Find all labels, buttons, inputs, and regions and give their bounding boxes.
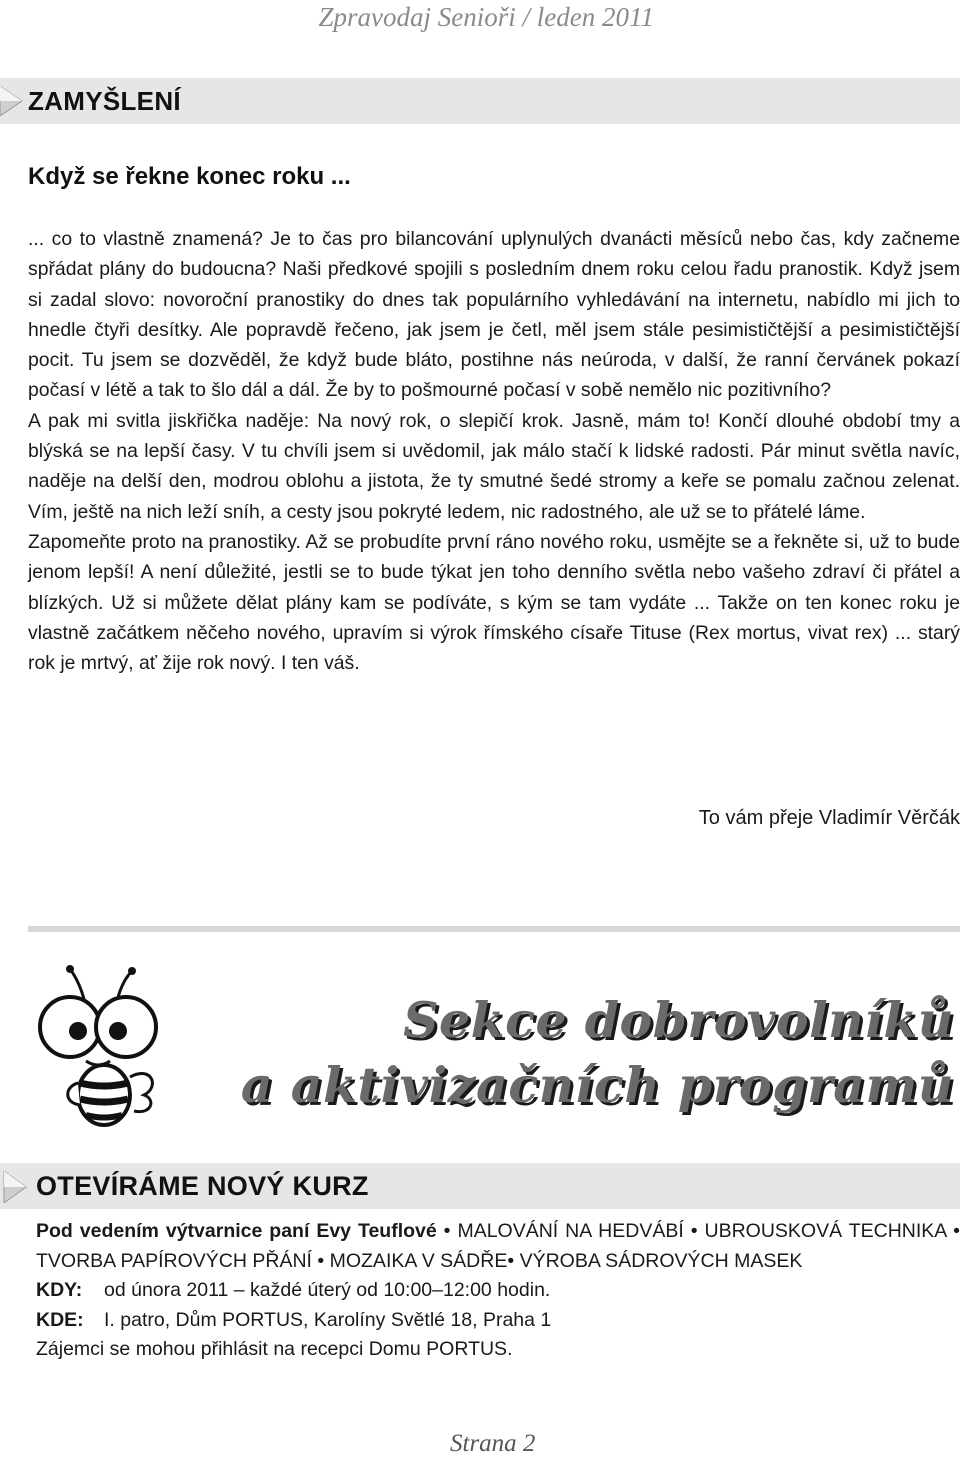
section-band-kurz <box>0 1163 960 1209</box>
triangle-arrow-icon <box>0 1171 28 1203</box>
section-label: ZAMYŠLENÍ <box>28 86 181 116</box>
triangle-arrow-icon <box>0 86 24 116</box>
course-where <box>36 1306 960 1336</box>
where-value: I. patro, Dům PORTUS, Karolíny Světlé 18, Praha 1 <box>104 1308 552 1331</box>
paragraph: Zapomeňte proto na pranostiky. Až se probudíte první ráno nového roku, usmějte se a řekněte si, už to bude jenom lepší! A není důležité, jestli se to bude týkat jen toho denního světla nebo vašeho zdraví či přátel a blízkých. Už si můžete dělat plány kam se podíváte, s kým se tam vydáte ... Takže on ten konec roku je vlastně začátkem něčeho nového, upravím si výrok římského císaře Tituse (Rex mortus, vivat rex) ... starý rok je mrtvý, ať žije rok nový. I ten váš. <box>28 530 960 675</box>
section-heading <box>241 988 954 1118</box>
paragraph: A pak mi svitla jiskřička naděje: Na nový rok, o slepičí krok. Jasně, mám to! Končí dlouhé období tmy a blýská se na lepší časy. V tu chvíli jsem si uvědomil, jak málo stačí k lidské radosti. Pár minut světla navíc, naděje na delší den, modrou oblohu a jistota, že ty smutné šedé stromy a keře se pomalu začnou zelenat. Vím, ještě na nich leží sníh, a cesty jsou pokryté ledem, nic radostného, ale už se to přátelé láme. <box>28 409 960 523</box>
article-body <box>28 224 960 678</box>
course-when <box>36 1276 960 1306</box>
course-instructor: Pod vedením výtvarnice paní Evy Teuflové <box>36 1220 437 1242</box>
section-divider <box>28 926 960 932</box>
course-info <box>36 1217 960 1365</box>
article-title: Když se řekne konec roku ... <box>28 163 351 190</box>
course-note: Zájemci se mohou přihlásit na recepci Domu PORTUS. <box>36 1338 513 1360</box>
when-label: KDY: <box>36 1279 83 1301</box>
section-band-zamysleni <box>0 78 960 124</box>
course-intro <box>36 1217 960 1276</box>
course-topics: • MALOVÁNÍ NA HEDVÁBÍ • UBROUSKOVÁ TECHNIKA • TVORBA PAPÍROVÝCH PŘÁNÍ • MOZAIKA V SÁDŘE• VÝROBA SÁDROVÝCH MASEK <box>36 1220 960 1272</box>
where-label: KDE: <box>36 1308 84 1331</box>
section-label: OTEVÍRÁME NOVÝ KURZ <box>36 1171 369 1201</box>
paragraph: ... co to vlastně znamená? Je to čas pro bilancování uplynulých dvanácti měsíců nebo čas, kdy začneme spřádat plány do budoucna? Naši předkové spojili s posledním dnem roku celou řadu pranostik. Když jsem si zadal slovo: novoroční pranostiky do dnes tak populárního vyhledávání na internetu, nabídlo mi jich to hnedle čtyři desítky. Ale popravdě řečeno, jak jsem je četl, měl jsem stále pesimističtější a pesimističtější pocit. Tu jsem se dozvěděl, že když bude bláto, postihne nás neúroda, v další, že ranní červánek pokazí počasí v létě a tak to šlo dál a dál. Že by to pošmourné počasí v sobě nemělo nic pozitivního? <box>28 228 960 402</box>
page-number: Strana 2 <box>450 1430 536 1457</box>
signature: To vám přeje Vladimír Věrčák <box>698 807 960 829</box>
heading-line: Sekce dobrovolníků <box>403 991 954 1049</box>
heading-line: a aktivizačních programů <box>240 1056 954 1114</box>
running-head: Zpravodaj Senioři / leden 2011 <box>318 2 654 32</box>
bee-mascot-icon <box>34 965 164 1135</box>
when-value: od února 2011 – každé úterý od 10:00–12:00 hodin. <box>104 1279 551 1301</box>
